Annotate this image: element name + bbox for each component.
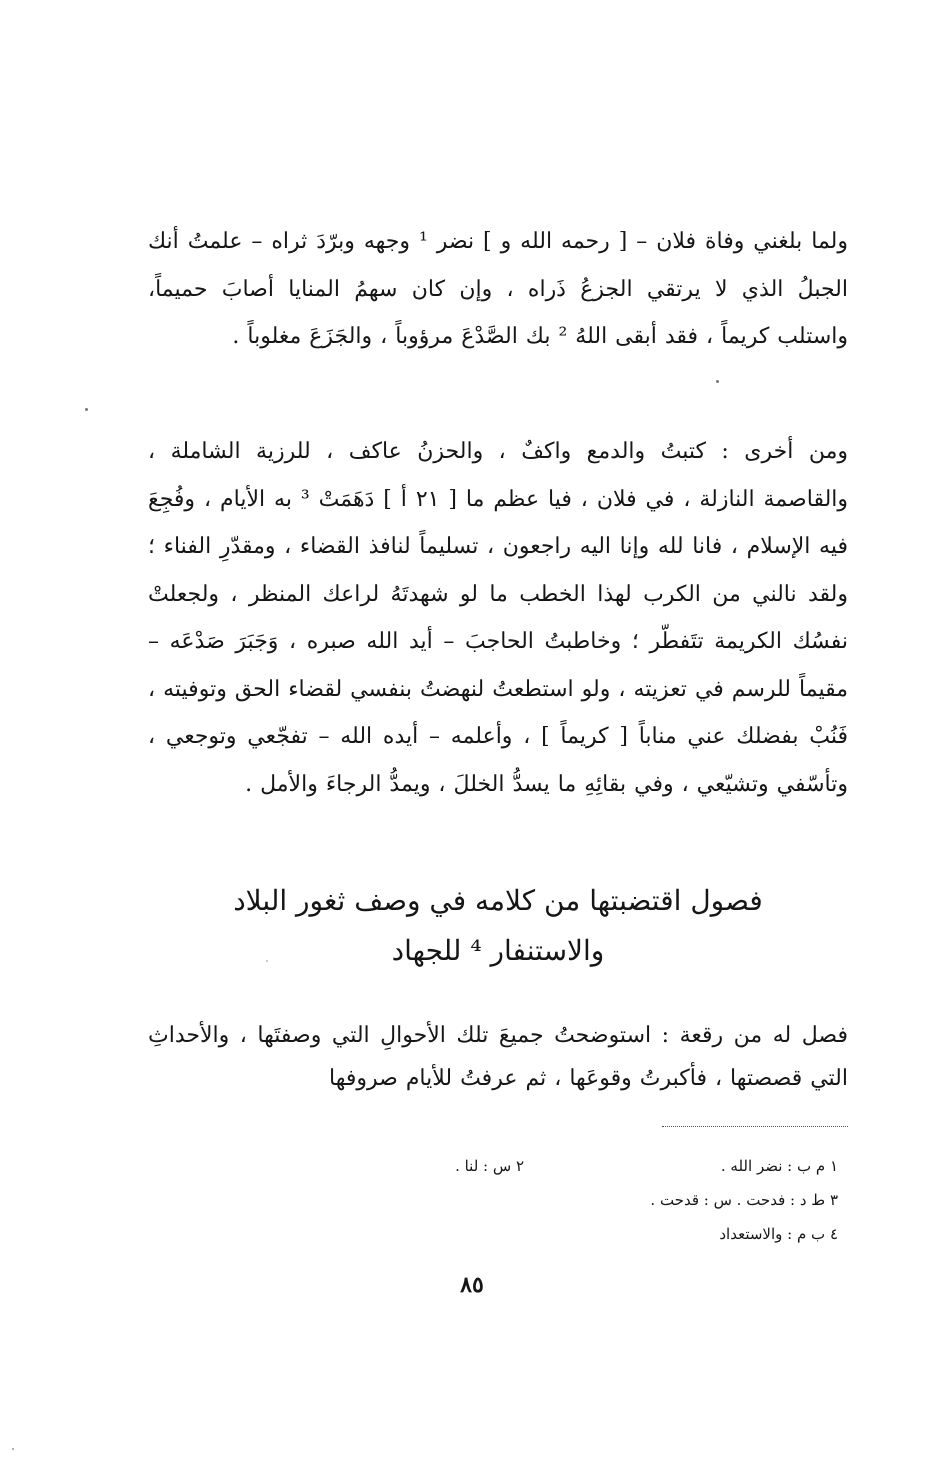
scan-speck (12, 1448, 14, 1450)
scan-speck (716, 380, 719, 383)
section-heading-line-1: فصول اقتضبتها من كلامه في وصف ثغور البلاد (233, 884, 763, 917)
paragraph-condolence-1: ولما بلغني وفاة فلان – [ رحمه الله و ] نضر ¹ وجهه وبرّدَ ثراه – علمتُ أنك الجبلُ الذي لا يرتقي الجزعُ ذَراه ، وإن كان سهمُ المنايا أصابَ حميماً، واستلب كريماً ، فقد أبقى اللهُ ² بك الصَّدْعَ مرؤوباً ، والجَزَعَ مغلوباً . (148, 229, 848, 349)
footnote-1: ١ م ب : نضر الله . (720, 1157, 838, 1175)
footnote-2: ٢ س : لنا . (455, 1157, 524, 1175)
footnote-4: ٤ ب م : والاستعداد (719, 1225, 838, 1243)
footnote-3: ٣ ط د : فدحت . س : قدحت . (650, 1191, 838, 1209)
scan-speck (266, 960, 268, 962)
footnote-separator (662, 1126, 848, 1127)
paragraph-condolence-2: ومن أخرى : كتبتُ والدمع واكفٌ ، والحزنُ عاكف ، للرزية الشاملة ، والقاصمة النازلة ، في فلان ، فيا عظم ما [ ٢١ أ ] دَهَمَتْ ³ به الأيام ، وفُجِعَ فيه الإسلام ، فانا لله وإنا اليه راجعون ، تسليماً لنافذ القضاء ، ومقدّرِ الفناء ؛ ولقد نالني من الكرب لهذا الخطب ما لو شهدتَهُ لراعك المنظر ، ولجعلتْ نفسُك الكريمة تتَفطّر ؛ وخاطبتُ الحاجبَ – أيد الله صبره ، وَجَبَرَ صَدْعَه – مقيماً للرسم في تعزيته ، ولو استطعتُ لنهضتُ بنفسي لقضاء الحق وتوفيته ، فَنُبْ بفضلك عني مناباً [ كريماً ] ، وأعلمه – أيده الله – تفجّعي وتوجعي ، وتأسّفي وتشيّعي ، وفي بقائِهِ ما يسدُّ الخللَ ، ويمدُّ الرجاءَ والأمل . (148, 439, 849, 797)
section-heading-line-2: والاستنفار ⁴ للجهاد (391, 934, 605, 967)
scan-speck (85, 408, 88, 411)
page-number: ٨٥ (460, 1272, 484, 1298)
paragraph-section-start: فصل له من رقعة : استوضحتُ جميعَ تلك الأحوالِ التي وصفتَها ، والأحداثِ التي قصصتها ، فأكبرتُ وقوعَها ، ثم عرفتُ للأيام صروفها (148, 1023, 848, 1091)
